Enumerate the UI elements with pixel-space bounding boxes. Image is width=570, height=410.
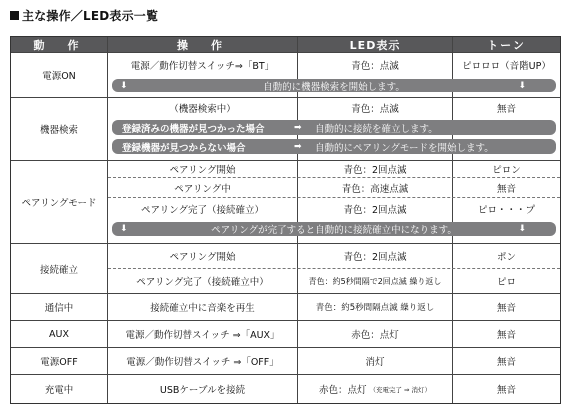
led-power-on: 青色：点滅 xyxy=(351,61,399,72)
header-action: 動 作 xyxy=(11,37,107,52)
action-power-off: 電源OFF xyxy=(40,357,78,368)
header-operation: 操 作 xyxy=(108,37,297,52)
tone-pairing-start: ピロン xyxy=(492,165,521,176)
op-comm: 接続確立中に音楽を再生 xyxy=(150,303,255,314)
flow-bar-power-on xyxy=(112,79,556,92)
page-title xyxy=(10,7,158,24)
tone-comm: 無音 xyxy=(496,303,516,314)
tone-charging: 無音 xyxy=(496,385,516,396)
op-charging: USBケーブルを接続 xyxy=(159,385,246,396)
tone-power-off: 無音 xyxy=(496,357,516,368)
tone-search: 無音 xyxy=(496,104,516,115)
tone-pairing-in-progress: 無音 xyxy=(496,183,516,195)
flow-bar-text: 自動的にペアリングモードを開始します。 xyxy=(315,142,494,154)
action-aux: AUX xyxy=(49,328,69,340)
down-arrow-icon: ⬇ xyxy=(120,80,128,91)
flow-bar-pairing xyxy=(112,222,556,236)
led-pairing-start: 青色：2回点滅 xyxy=(343,165,407,176)
flow-bar-text: ペアリングが完了すると自動的に接続確立中になります。 xyxy=(211,225,457,236)
op-power-off: 電源／動作切替スイッチ ⇒「OFF」 xyxy=(126,357,279,368)
led-search: 青色：点滅 xyxy=(351,104,399,115)
header-tone: トーン xyxy=(453,37,560,52)
page-title-text: 主な操作／LED表示一覧 xyxy=(22,9,159,23)
led-charging-note: （充電完了 ⇒ 消灯） xyxy=(369,385,432,394)
tone-connect-complete: ピロ xyxy=(496,277,516,288)
action-search: 機器検索 xyxy=(39,125,78,136)
op-power-on: 電源／動作切替スイッチ⇒「BT」 xyxy=(130,61,275,72)
led-connect-complete: 青色：約5秒間隔で2回点滅 繰り返し xyxy=(308,276,442,286)
led-pairing-in-progress: 青色：高速点滅 xyxy=(341,183,409,195)
led-connect-start: 青色：2回点滅 xyxy=(343,252,407,263)
led-power-off: 消灯 xyxy=(365,357,385,368)
down-arrow-icon: ⬇ xyxy=(120,224,128,234)
flow-bar-not-found xyxy=(112,139,556,154)
action-connect: 接続確立 xyxy=(39,264,78,276)
op-aux: 電源／動作切替スイッチ ⇒「AUX」 xyxy=(125,330,280,341)
op-pairing-start: ペアリング開始 xyxy=(169,165,236,176)
op-connect-start: ペアリング開始 xyxy=(169,252,236,263)
operation-led-table xyxy=(10,36,561,404)
tone-aux: 無音 xyxy=(496,330,516,341)
flow-bar-found xyxy=(112,120,556,135)
led-pairing-complete: 青色：2回点滅 xyxy=(343,205,407,216)
flow-bar-text: 登録済みの機器が見つかった場合 xyxy=(122,123,265,135)
tone-pairing-complete: ピロ・・・プ xyxy=(477,205,535,216)
flow-bar-text: 自動的に接続を確立します。 xyxy=(315,123,438,135)
led-comm: 青色：約5秒間隔点滅 繰り返し xyxy=(315,303,435,313)
tone-power-on: ピロロロ（音階UP） xyxy=(462,61,551,72)
flow-bar-text: 登録機器が見つからない場合 xyxy=(122,142,246,154)
action-power-on: 電源ON xyxy=(42,71,76,82)
right-arrow-icon: ➡ xyxy=(294,122,302,133)
right-arrow-icon: ➡ xyxy=(294,141,302,152)
action-pairing: ペアリングモード xyxy=(21,198,97,209)
op-pairing-complete: ペアリング完了（接続確立） xyxy=(141,205,264,216)
led-charging-cell xyxy=(298,375,452,403)
op-search: （機器検索中） xyxy=(169,104,236,115)
action-charging: 充電中 xyxy=(44,385,74,396)
op-connect-complete: ペアリング完了（接続確立中） xyxy=(136,277,269,288)
op-pairing-in-progress: ペアリング中 xyxy=(174,183,231,195)
led-charging: 赤色：点灯 xyxy=(318,385,367,396)
tone-connect-start: ポン xyxy=(496,252,516,263)
led-aux: 赤色：点灯 xyxy=(351,330,399,341)
action-comm: 通信中 xyxy=(44,303,74,314)
down-arrow-icon: ⬇ xyxy=(518,80,526,91)
down-arrow-icon: ⬇ xyxy=(518,224,526,234)
header-led: LED表示 xyxy=(298,37,452,52)
square-bullet-icon xyxy=(10,11,19,20)
flow-bar-text: 自動的に機器検索を開始します。 xyxy=(263,81,405,93)
